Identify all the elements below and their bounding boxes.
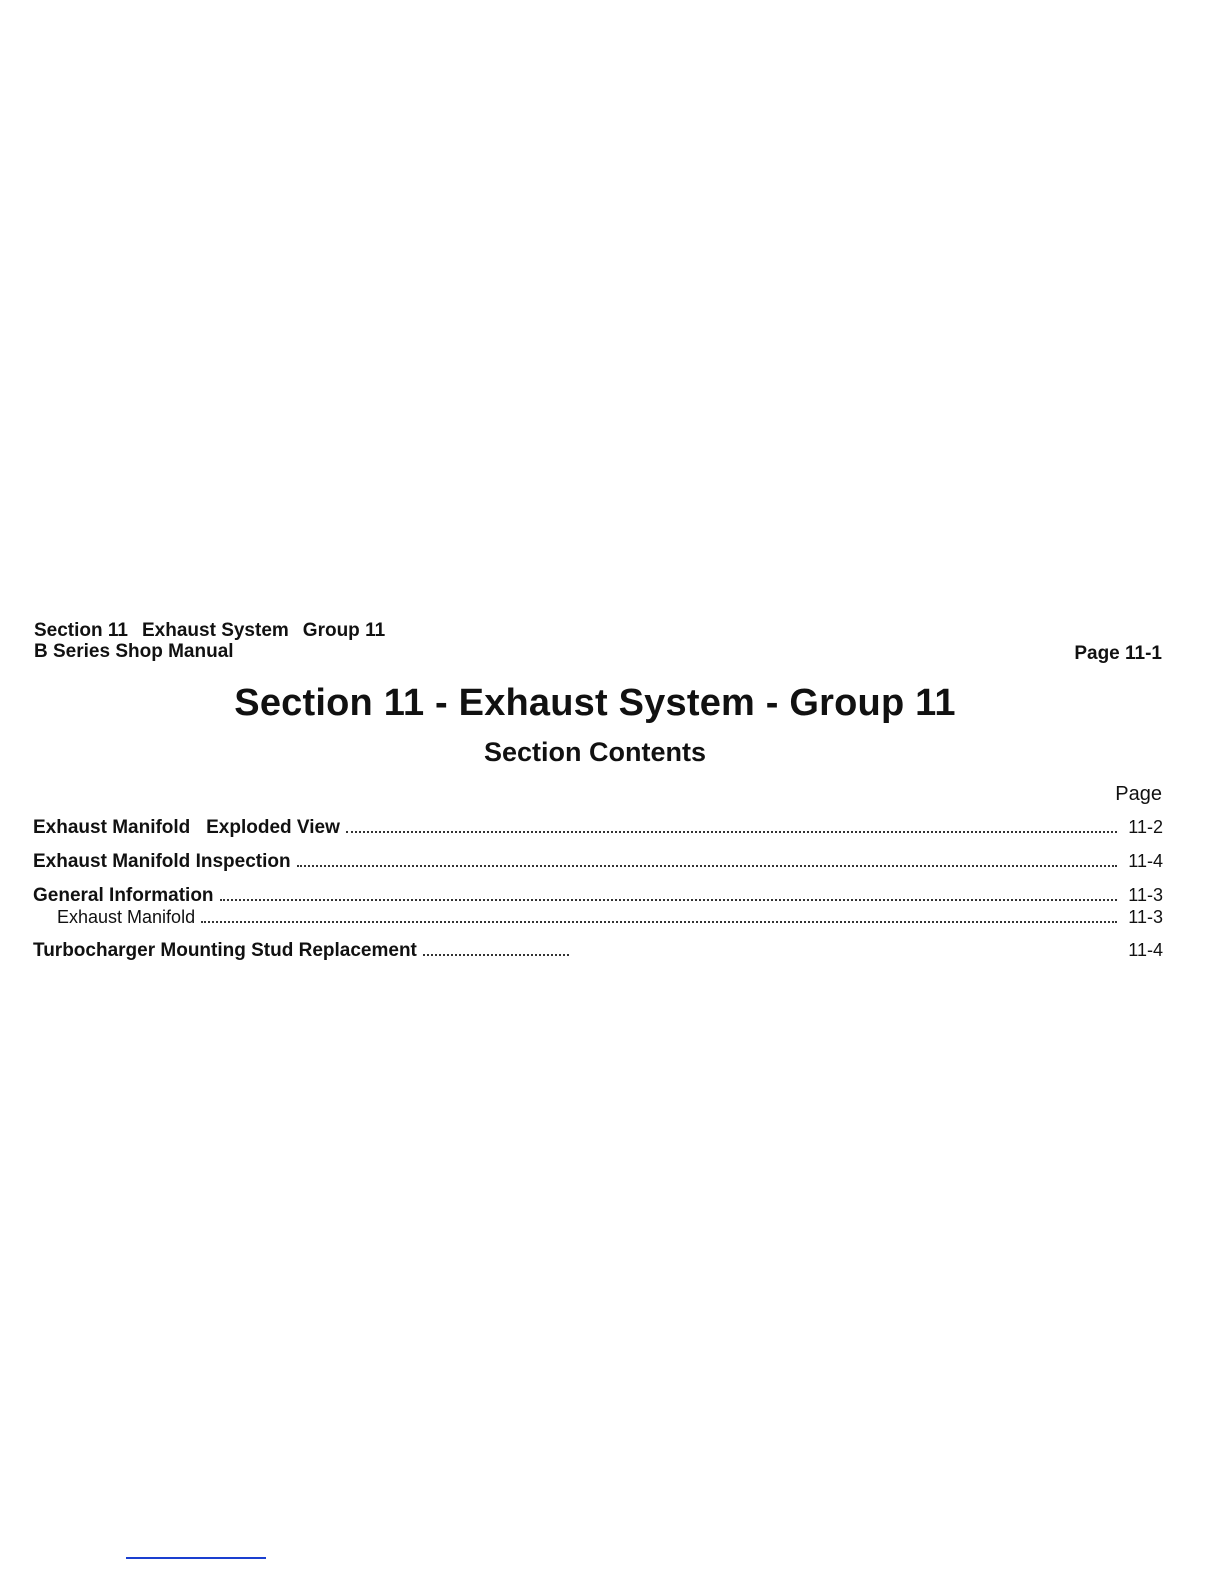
- dot-leader: [423, 954, 569, 956]
- header-group: Group 11: [302, 620, 386, 641]
- page-column-label: Page: [1115, 783, 1162, 805]
- toc-subentry[interactable]: [33, 907, 1163, 928]
- header-system: Exhaust System: [142, 620, 289, 641]
- dot-leader: [220, 899, 1117, 901]
- header-line-1: [34, 620, 385, 641]
- toc-entry-label: Exhaust Manifold Inspection: [33, 851, 291, 872]
- section-contents-heading: Section Contents: [483, 737, 706, 767]
- toc-entry-label: Exhaust Manifold Exploded View: [33, 817, 340, 838]
- toc-entry[interactable]: [33, 816, 1163, 839]
- toc-entry-label: Exhaust Manifold: [57, 907, 196, 927]
- toc-entry-page: 11-4: [1128, 851, 1163, 871]
- page-number: Page 11-1: [1074, 643, 1162, 664]
- page-title: Section 11 - Exhaust System - Group 11: [234, 682, 956, 724]
- header-line-2: B Series Shop Manual: [34, 641, 234, 662]
- toc-entry-label: Turbocharger Mounting Stud Replacement: [33, 940, 417, 961]
- table-of-contents: [33, 816, 1163, 962]
- dot-leader: [346, 831, 1117, 833]
- running-header: [34, 620, 385, 662]
- toc-entry[interactable]: [33, 850, 1163, 873]
- footer-rule: [126, 1557, 266, 1559]
- dot-leader: [297, 865, 1117, 867]
- toc-entry-label: General Information: [33, 885, 214, 906]
- toc-entry-page: 11-2: [1128, 817, 1163, 837]
- toc-entry[interactable]: [33, 884, 1163, 907]
- toc-entry-page: 11-4: [1128, 940, 1163, 960]
- toc-entry[interactable]: [33, 939, 1163, 962]
- dot-leader: [201, 921, 1117, 923]
- header-section: Section 11: [34, 620, 128, 641]
- toc-entry-page: 11-3: [1128, 907, 1163, 927]
- toc-entry-page: 11-3: [1128, 885, 1163, 905]
